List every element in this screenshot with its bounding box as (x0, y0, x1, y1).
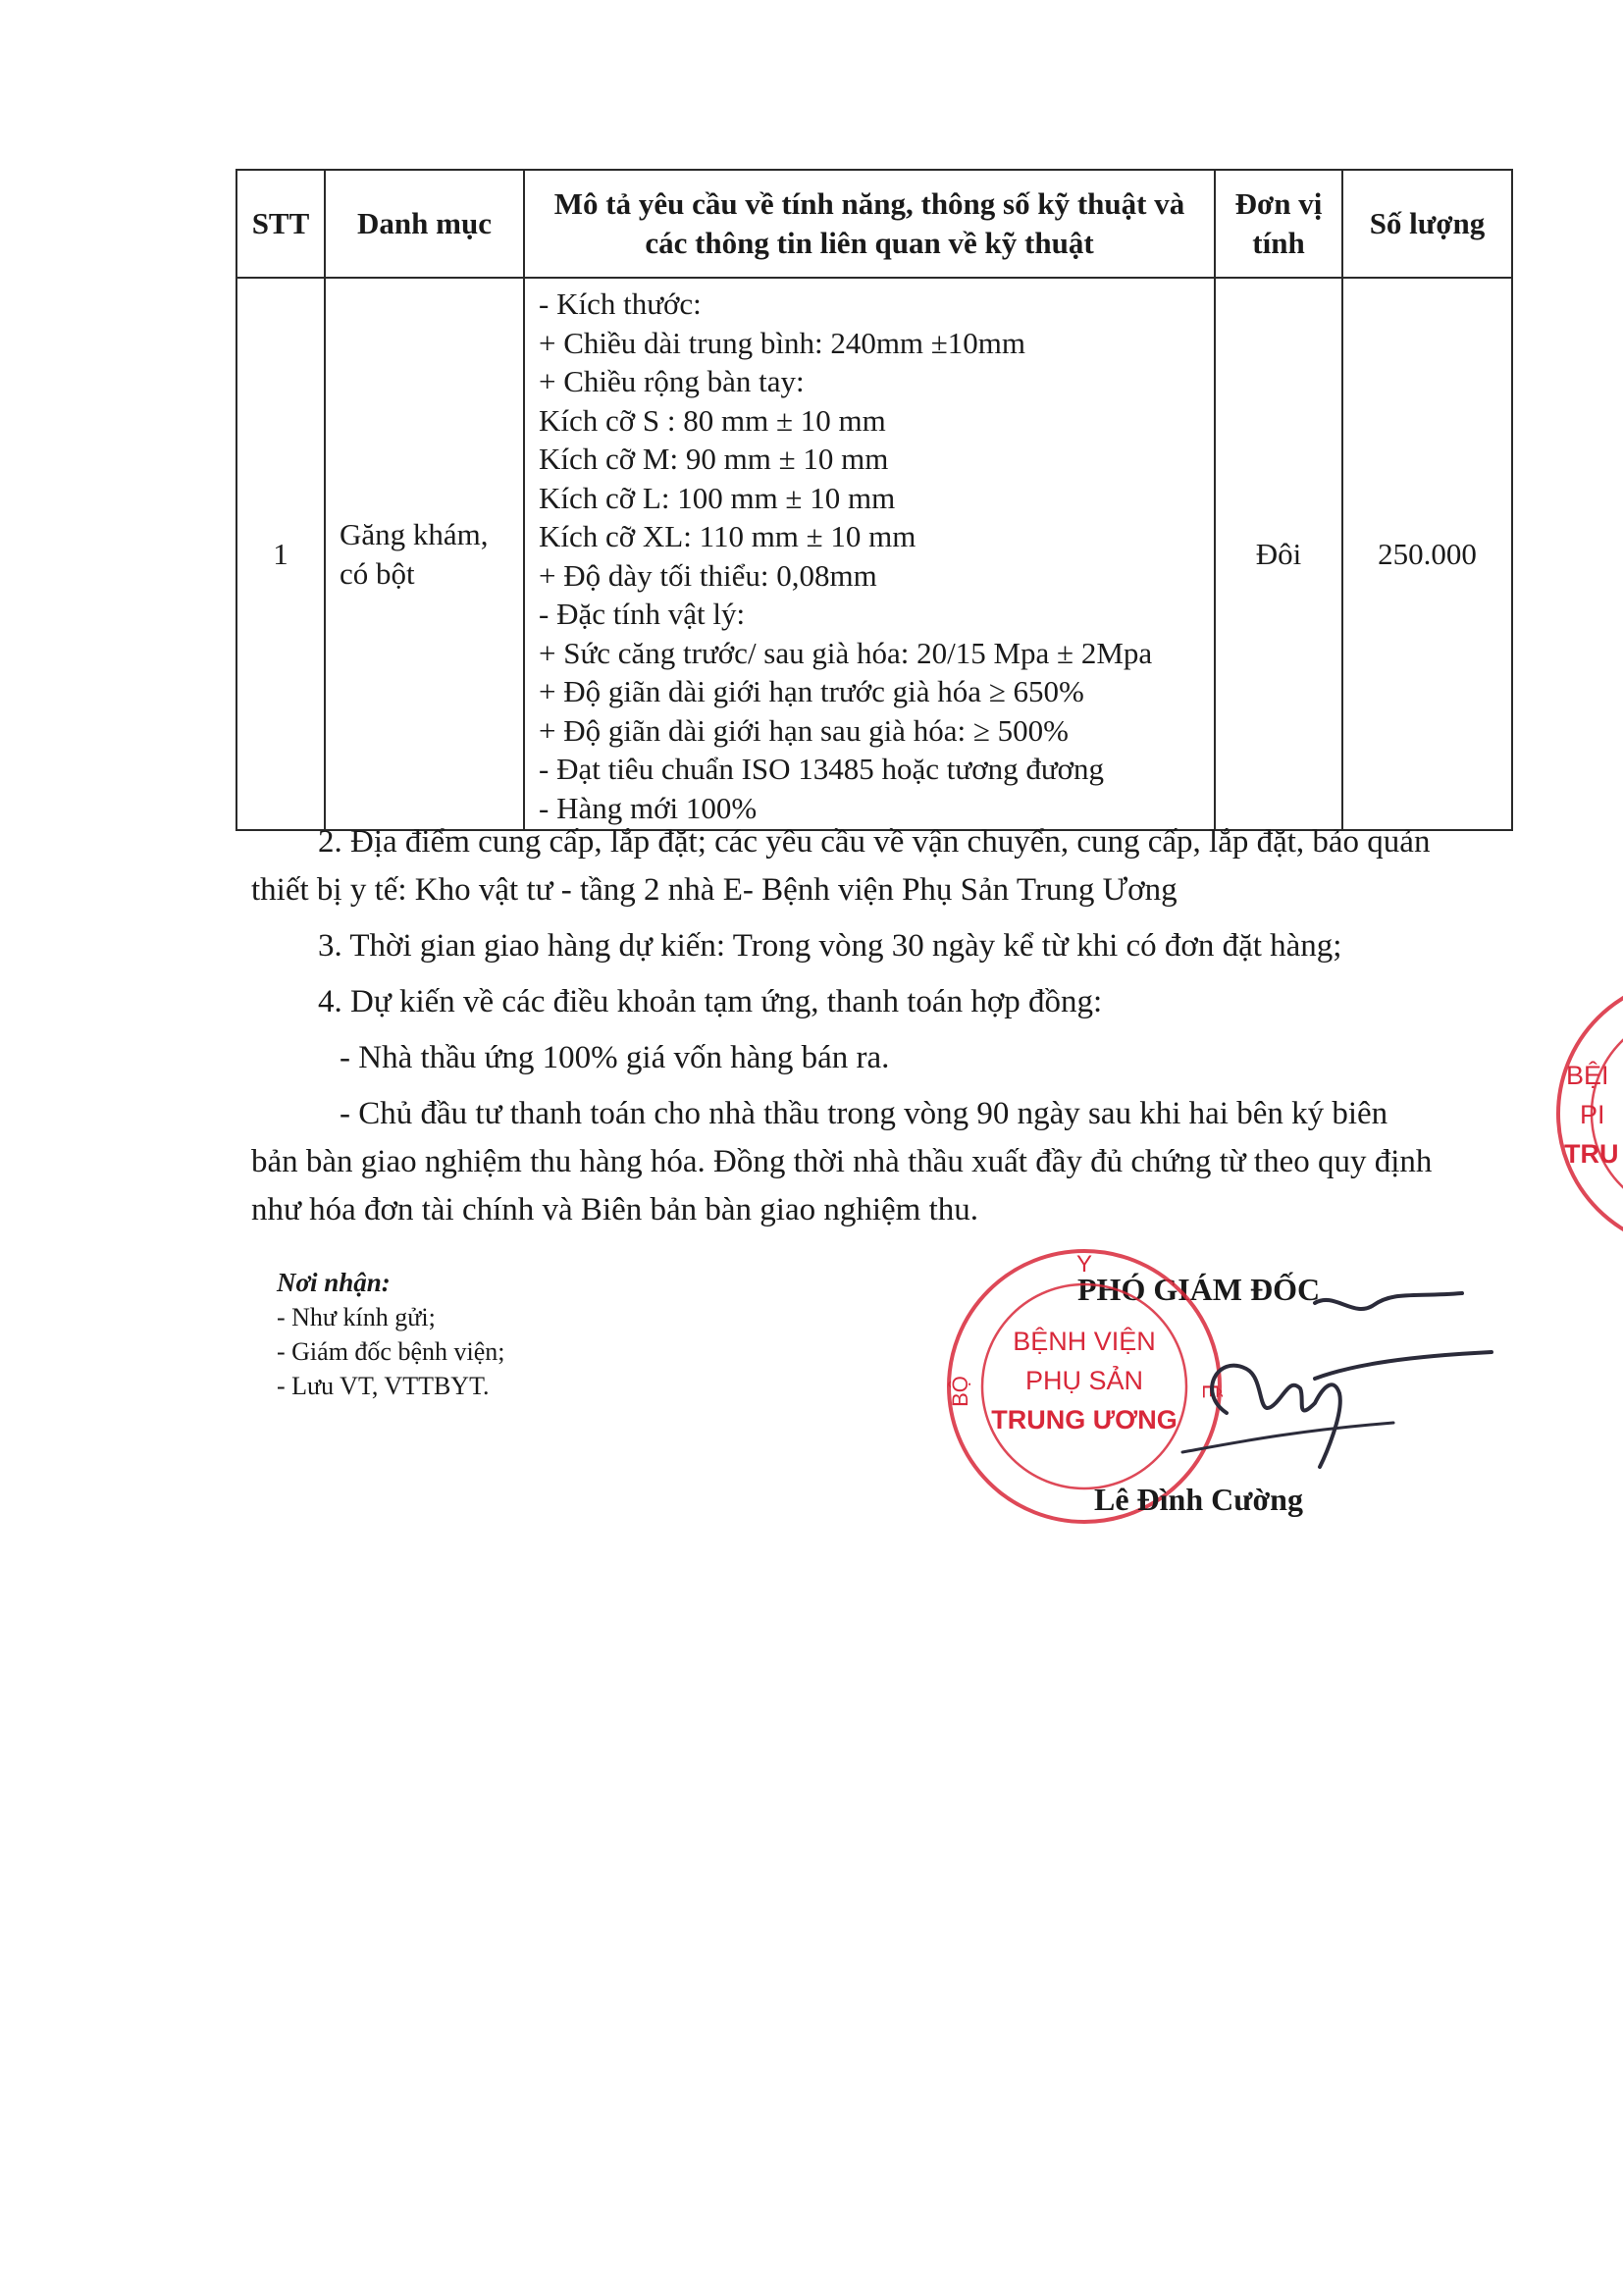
desc-line: + Độ giãn dài giới hạn sau già hóa: ≥ 500% (539, 712, 1069, 748)
recipient-item: - Như kính gửi; (277, 1303, 436, 1331)
signer-name: Lê Đình Cường (1094, 1482, 1303, 1517)
desc-line: - Đặc tính vật lý: (539, 597, 746, 631)
row-unit: Đôi (1215, 278, 1342, 830)
seal-left-letters: BỘ (948, 1376, 972, 1407)
row-item-name: Găng khám, có bột (325, 278, 524, 830)
specification-table (236, 169, 1513, 831)
payment-schedule-paragraph: - Chủ đầu tư thanh toán cho nhà thầu trong vòng 90 ngày sau khi hai bên ký biên bản bàn giao nghiệm thu hàng hóa. Đồng thời nhà thầu xuất đầy đủ chứng từ theo quy định như hóa đơn tài chính và Biên bản bàn giao nghiệm thu. (251, 1096, 1433, 1227)
desc-line: + Độ giãn dài giới hạn trước già hóa ≥ 650% (539, 674, 1084, 708)
recipient-item: - Lưu VT, VTTBYT. (277, 1372, 490, 1400)
seal-line-1: BỆNH VIỆN (1013, 1327, 1156, 1356)
partial-seal-line-1: BỆI (1566, 1061, 1609, 1090)
row-description (524, 278, 1215, 830)
delivery-time-paragraph: 3. Thời gian giao hàng dự kiến: Trong vòng 30 ngày kể từ khi có đơn đặt hàng; (318, 928, 1342, 964)
desc-line: Kích cỡ L: 100 mm ± 10 mm (539, 480, 896, 515)
handwritten-signature (1178, 1285, 1501, 1482)
row-quantity: 250.000 (1342, 278, 1512, 830)
desc-line: + Chiều rộng bàn tay: (539, 364, 805, 398)
signature-title: PHÓ GIÁM ĐỐC (1077, 1272, 1321, 1307)
desc-line: - Hàng mới 100% (539, 790, 758, 825)
desc-line: Kích cỡ S : 80 mm ± 10 mm (539, 402, 886, 438)
seal-line-2: PHỤ SẢN (1024, 1366, 1144, 1395)
payment-terms-heading: 4. Dự kiến về các điều khoản tạm ứng, thanh toán hợp đồng: (318, 984, 1103, 1019)
row-stt: 1 (236, 278, 325, 830)
recipients-title: Nơi nhận: (277, 1268, 391, 1297)
partial-seal-line-3: TRU (1564, 1139, 1619, 1169)
seal-line-3: TRUNG ƯƠNG (991, 1405, 1178, 1435)
header-quantity: Số lượng (1342, 170, 1512, 278)
desc-line: + Độ dày tối thiểu: 0,08mm (539, 557, 877, 593)
header-category: Danh mục (325, 170, 524, 278)
desc-line: - Đạt tiêu chuẩn ISO 13485 hoặc tương đương (539, 752, 1105, 786)
desc-line: + Chiều dài trung bình: 240mm ±10mm (539, 325, 1026, 360)
advance-payment-line: - Nhà thầu ứng 100% giá vốn hàng bán ra. (340, 1040, 890, 1075)
recipients-block (277, 1266, 505, 1403)
desc-line: Kích cỡ XL: 110 mm ± 10 mm (539, 519, 916, 553)
terms-section (251, 818, 1434, 1234)
header-description: Mô tả yêu cầu về tính năng, thông số kỹ thuật và các thông tin liên quan về kỹ thuật (524, 170, 1215, 278)
header-unit: Đơn vị tính (1215, 170, 1342, 278)
delivery-location-paragraph: 2. Địa điểm cung cấp, lắp đặt; các yêu cầu về vận chuyển, cung cấp, lắp đặt, bảo quản thiết bị y tế: Kho vật tư - tầng 2 nhà E- Bệnh viện Phụ Sản Trung Ương (251, 824, 1431, 908)
seal-right-letter: Ế (1198, 1383, 1223, 1399)
recipient-item: - Giám đốc bệnh viện; (277, 1337, 505, 1366)
partial-seal-line-2: PI (1580, 1100, 1605, 1129)
desc-line: - Kích thước: (539, 287, 702, 321)
desc-line: + Sức căng trước/ sau già hóa: 20/15 Mpa ± 2Mpa (539, 635, 1153, 670)
table-header-row (236, 170, 1512, 278)
desc-line: Kích cỡ M: 90 mm ± 10 mm (539, 442, 889, 476)
partial-seal (1556, 966, 1623, 1261)
header-stt: STT (236, 170, 325, 278)
seal-top-letter: Y (1075, 1251, 1093, 1278)
table-row (236, 278, 1512, 830)
